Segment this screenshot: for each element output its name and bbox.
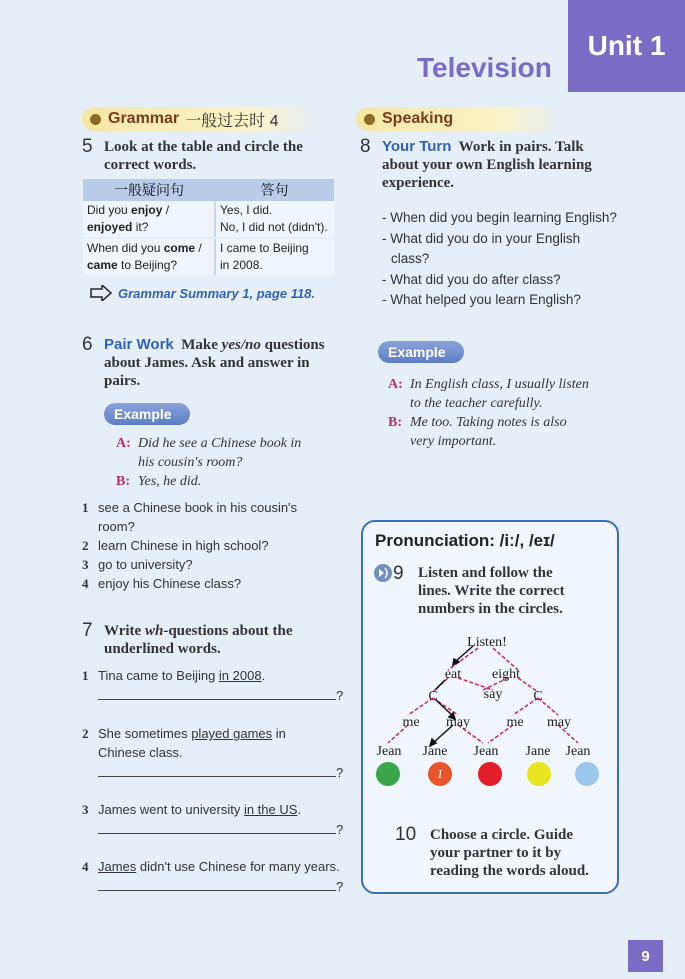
table-cell-answer: Yes, I did. No, I did not (didn't). [215,201,334,238]
table-cell-question[interactable]: When did you come / came to Beijing? [83,238,215,276]
example-dialogue: A: Did he see a Chinese book in his cousin's room? B: Yes, he did. [116,436,302,489]
table-cell-answer: I came to Beijing in 2008. [215,238,334,276]
table-header: 答句 [215,179,334,201]
answer-blank[interactable] [98,876,336,891]
exercise-6-number: 6 [82,334,93,355]
tree-word: me [402,715,420,730]
tree-root: Listen! [467,635,507,650]
list-item: - What did you do in your English [382,230,581,246]
tree-word: me [506,715,524,730]
grammar-table [83,179,334,277]
answer-blank[interactable] [98,762,336,777]
grammar-summary-text: Grammar Summary 1, page 118. [118,285,316,301]
tree-word: may [546,715,572,730]
exercise-9-number: 9 [393,563,404,584]
list-item: 2 learn Chinese in high school? [82,538,269,553]
table-header: 一般疑问句 [83,179,215,201]
exercise-8-number: 8 [360,136,371,157]
answer-circle[interactable]: 1 [428,762,452,786]
tree-word: eight [492,667,520,682]
page-title: Television [417,52,552,83]
tree-word: say [483,687,503,702]
exercise-5-instruction: Look at the table and circle the correct words. [104,139,303,173]
audio-icon[interactable] [373,563,393,583]
answer-circle[interactable] [478,762,502,786]
arrow-right-icon [90,285,112,301]
exercise-7-item-2: 2 She sometimes played games in Chinese class. ? [82,726,344,780]
tree-word: Jane [422,744,448,759]
tree-word: Jean [376,744,402,759]
answer-circle[interactable] [376,762,400,786]
exercise-10-number: 10 [395,824,417,845]
bullet-icon [88,112,103,127]
word-tree-diagram [363,630,613,760]
pronunciation-heading: Pronunciation: /iː/, /eɪ/ [375,531,555,550]
exercise-9-instruction: Listen and follow the lines. Write the correct numbers in the circles. [418,565,565,617]
unit-badge: Unit 1 [568,0,685,92]
speaking-questions: - When did you begin learning English? - What did you do in your English class? - What did you do after class? - What helped you learn English? [382,208,632,311]
grammar-heading-label: Grammar [108,110,180,127]
list-item: 3 go to university? [82,557,193,572]
tree-mark: C [533,689,543,704]
speaking-heading [356,107,562,131]
list-item: - What did you do after class? [382,271,561,287]
exercise-6-instruction: Pair Work Make yes/no questions about James. Ask and answer in pairs. [104,336,325,389]
bullet-icon [362,112,377,127]
exercise-7-item-3: 3 James went to university in the US. ? [82,802,344,837]
your-turn-label: Your Turn [382,138,452,155]
table-cell-question[interactable]: Did you enjoy / enjoyed it? [83,201,215,238]
speaking-dialogue: A: In English class, I usually listen to the teacher carefully. B: Me too. Taking notes is also very important. [388,377,589,449]
page-number: 9 [628,940,663,972]
tree-word: eat [444,667,462,682]
example-badge: Example [378,341,464,363]
pair-work-label: Pair Work [104,336,174,353]
answer-circle[interactable] [527,762,551,786]
tree-word: Jane [525,744,551,759]
list-item: - What helped you learn English? [382,292,581,307]
tree-word: Jean [565,744,591,759]
answer-blank[interactable] [98,685,336,700]
exercise-5-number: 5 [82,136,93,157]
tree-word: may [445,715,471,730]
exercise-7-item-4: 4 James didn't use Chinese for many years. ? [82,859,344,894]
exercise-10-instruction: Choose a circle. Guide your partner to it by reading the words aloud. [430,827,589,879]
grammar-summary-link[interactable] [90,285,315,301]
exercise-7-item-1: 1 Tina came to Beijing in 2008. ? [82,668,344,703]
table-row [83,238,334,276]
tree-word: Jean [473,744,499,759]
example-badge: Example [104,403,190,425]
exercise-7-number: 7 [82,620,93,641]
answer-blank[interactable] [98,819,336,834]
grammar-heading [82,107,318,131]
exercise-7-instruction: Write wh-questions about the underlined words. [104,623,293,657]
exercise-6-list: 1 see a Chinese book in his cousin's room? 2 learn Chinese in high school? 3 go to university? 4 enjoy his Chinese class? [82,498,342,593]
grammar-heading-cn: 一般过去时 4 [185,112,279,130]
list-item: - When did you begin learning English? [382,210,617,225]
answer-circle[interactable] [575,762,599,786]
list-item: 1 see a Chinese book in his cousin's [82,500,298,515]
speaking-heading-label: Speaking [382,110,454,127]
exercise-8-instruction: Your Turn Work in pairs. Talk about your own English learning experience. [382,138,592,191]
list-item: 4 enjoy his Chinese class? [82,576,242,591]
tree-mark: C [428,689,438,704]
table-row [83,201,334,238]
